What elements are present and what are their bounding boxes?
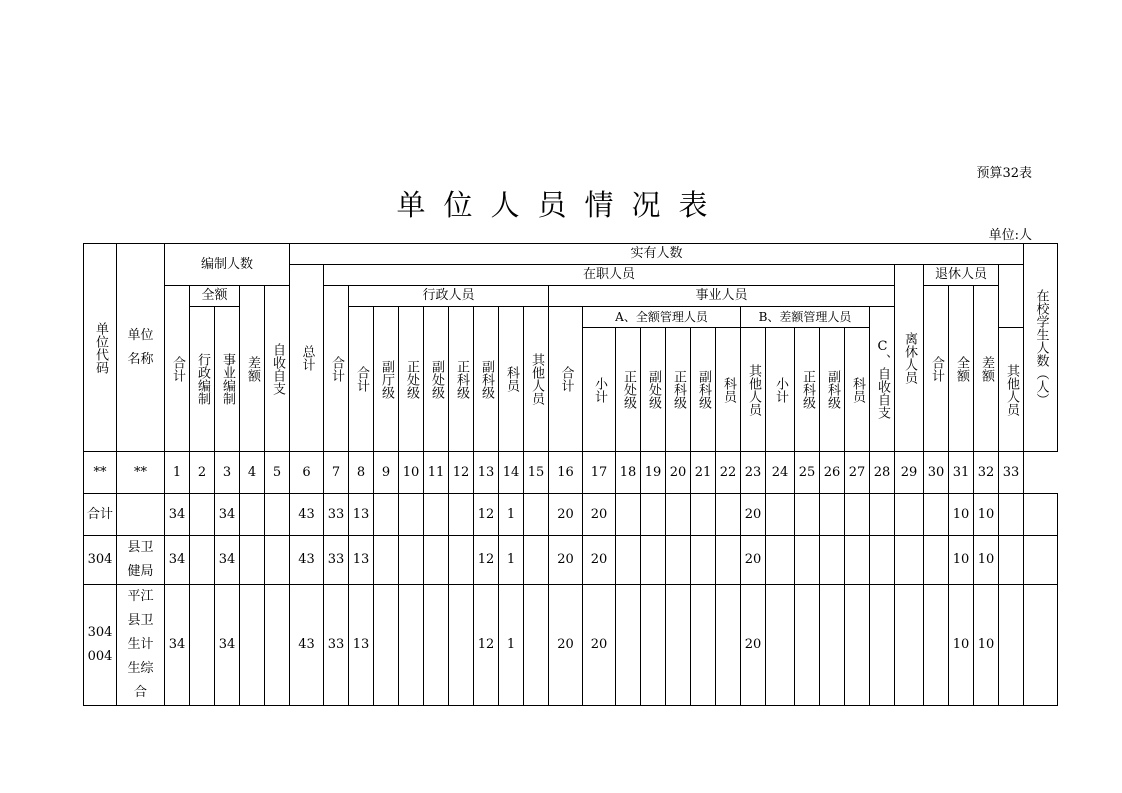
cell-col-12: 12 [449, 452, 474, 494]
header-clerk: 科员 [499, 307, 524, 452]
cell-col-19 [641, 536, 666, 585]
cell-col-7: 33 [324, 494, 349, 536]
cell-col-18 [616, 536, 641, 585]
cell-col-3: 3 [215, 452, 240, 494]
header-sec-deputy: 副科级 [474, 307, 499, 452]
header-b-sec-deputy: 副科级 [820, 328, 845, 452]
cell-unit-code: 合计 [84, 494, 117, 536]
cell-col-13: 12 [474, 585, 499, 706]
cell-col-7: 7 [324, 452, 349, 494]
cell-col-17: 20 [583, 536, 616, 585]
cell-col-17: 20 [583, 585, 616, 706]
cell-col-24 [766, 494, 795, 536]
cell-col-14: 1 [499, 494, 524, 536]
cell-col-30: 30 [924, 452, 949, 494]
cell-col-33 [999, 494, 1024, 536]
cell-col-26 [820, 536, 845, 585]
table-row [84, 536, 1058, 585]
cell-col-2: 2 [190, 452, 215, 494]
header-on-duty: 在职人员 [324, 265, 895, 286]
cell-col-32: 10 [974, 585, 999, 706]
header-b-clerk: 科员 [845, 328, 870, 452]
cell-col-11: 11 [424, 452, 449, 494]
cell-col-5 [265, 494, 290, 536]
cell-col-27 [845, 585, 870, 706]
header-a-sec-chief: 正科级 [666, 328, 691, 452]
cell-col-23: 23 [741, 452, 766, 494]
cell-col-15 [524, 585, 549, 706]
cell-col-26 [820, 494, 845, 536]
cell-col-5: 5 [265, 452, 290, 494]
cell-col-7: 33 [324, 585, 349, 706]
cell-col-22 [716, 536, 741, 585]
header-b-sec-chief: 正科级 [795, 328, 820, 452]
header-students: 在校学生人数（人） [1024, 244, 1058, 452]
cell-col-13: 12 [474, 536, 499, 585]
cell-col-28 [870, 585, 895, 706]
cell-col-2 [190, 585, 215, 706]
cell-col-5 [265, 585, 290, 706]
cell-col-21 [691, 585, 716, 706]
cell-col-18: 18 [616, 452, 641, 494]
cell-col-8: 13 [349, 494, 374, 536]
cell-col-27 [845, 536, 870, 585]
cell-col-24 [766, 536, 795, 585]
cell-col-25 [795, 494, 820, 536]
cell-col-32: 10 [974, 536, 999, 585]
cell-col-19: 19 [641, 452, 666, 494]
unit-label: 单位:人 [988, 228, 1032, 243]
cell-col-20 [666, 536, 691, 585]
cell-unit-code: ** [84, 452, 117, 494]
header-c-self: C、自收自支 [870, 307, 895, 452]
cell-col-8: 8 [349, 452, 374, 494]
cell-col-31: 31 [949, 452, 974, 494]
header-grand-total: 总计 [290, 265, 324, 452]
cell-col-9 [374, 585, 399, 706]
cell-col-26: 26 [820, 452, 845, 494]
cell-unit-name: ** [117, 452, 165, 494]
cell-col-6: 43 [290, 536, 324, 585]
header-diff-amount: 差额 [240, 286, 265, 452]
cell-col-29: 29 [895, 452, 924, 494]
cell-col-7: 33 [324, 536, 349, 585]
cell-col-15 [524, 494, 549, 536]
cell-col-6: 6 [290, 452, 324, 494]
header-retired-full: 全额 [949, 286, 974, 452]
cell-col-1: 1 [165, 452, 190, 494]
cell-col-2 [190, 536, 215, 585]
cell-col-29 [895, 536, 924, 585]
header-actual: 实有人数 [290, 244, 1024, 265]
cell-col-14: 1 [499, 536, 524, 585]
header-a-subtotal: 小计 [583, 328, 616, 452]
cell-col-11 [424, 585, 449, 706]
cell-col-23: 20 [741, 585, 766, 706]
cell-col-27 [845, 494, 870, 536]
cell-col-16: 16 [549, 452, 583, 494]
cell-col-6: 43 [290, 585, 324, 706]
cell-col-4 [240, 585, 265, 706]
cell-unit-name [117, 494, 165, 536]
page-title: 单位人员情况表 [396, 188, 726, 222]
cell-col-15 [524, 536, 549, 585]
cell-col-34 [1024, 585, 1058, 706]
header-a-sec-deputy: 副科级 [691, 328, 716, 452]
cell-col-11 [424, 494, 449, 536]
header-b-others: 其他人员 [999, 328, 1024, 452]
header-others: 其他人员 [524, 307, 549, 452]
cell-col-34 [1024, 494, 1058, 536]
index-row [84, 452, 1058, 494]
cell-col-9: 9 [374, 452, 399, 494]
cell-col-21 [691, 494, 716, 536]
header-a-others: 其他人员 [741, 328, 766, 452]
header-sec-chief: 正科级 [449, 307, 474, 452]
cell-col-29 [895, 494, 924, 536]
personnel-table [83, 243, 1058, 706]
cell-col-31: 10 [949, 585, 974, 706]
cell-col-5 [265, 536, 290, 585]
header-on-duty-total: 合计 [324, 286, 349, 452]
header-a-clerk: 科员 [716, 328, 741, 452]
cell-col-4: 4 [240, 452, 265, 494]
cell-col-6: 43 [290, 494, 324, 536]
cell-col-1: 34 [165, 536, 190, 585]
cell-col-25 [795, 536, 820, 585]
cell-col-8: 13 [349, 536, 374, 585]
cell-col-12 [449, 536, 474, 585]
cell-col-4 [240, 536, 265, 585]
table-row [84, 494, 1058, 536]
cell-col-19 [641, 585, 666, 706]
cell-col-30 [924, 585, 949, 706]
cell-col-10 [399, 494, 424, 536]
cell-col-28: 28 [870, 452, 895, 494]
header-retired-diff: 差额 [974, 286, 999, 452]
cell-col-18 [616, 494, 641, 536]
cell-col-31: 10 [949, 494, 974, 536]
header-self-pay: 自收自支 [265, 286, 290, 452]
header-inst-staff: 事业人员 [549, 286, 895, 307]
cell-col-21: 21 [691, 452, 716, 494]
cell-col-24 [766, 585, 795, 706]
cell-unit-code: 304004 [84, 585, 117, 706]
cell-col-12 [449, 494, 474, 536]
cell-col-28 [870, 536, 895, 585]
cell-col-10: 10 [399, 452, 424, 494]
cell-col-20 [666, 585, 691, 706]
cell-unit-code: 304 [84, 536, 117, 585]
cell-col-1: 34 [165, 585, 190, 706]
cell-col-33 [999, 585, 1024, 706]
cell-col-24: 24 [766, 452, 795, 494]
cell-col-25 [795, 585, 820, 706]
cell-col-9 [374, 494, 399, 536]
cell-col-3: 34 [215, 585, 240, 706]
header-dept-deputy: 副厅级 [374, 307, 399, 452]
cell-col-16: 20 [549, 536, 583, 585]
cell-col-22 [716, 585, 741, 706]
cell-col-28 [870, 494, 895, 536]
cell-col-33 [999, 536, 1024, 585]
cell-col-19 [641, 494, 666, 536]
header-retired-total: 合计 [924, 286, 949, 452]
cell-col-20: 20 [666, 452, 691, 494]
cell-col-25: 25 [795, 452, 820, 494]
cell-col-17: 20 [583, 494, 616, 536]
cell-col-16: 20 [549, 494, 583, 536]
cell-col-31: 10 [949, 536, 974, 585]
cell-col-9 [374, 536, 399, 585]
cell-col-10 [399, 585, 424, 706]
form-code: 预算32表 [976, 166, 1032, 181]
cell-col-26 [820, 585, 845, 706]
header-div-deputy: 副处级 [424, 307, 449, 452]
cell-col-4 [240, 494, 265, 536]
cell-col-1: 34 [165, 494, 190, 536]
header-unit-code: 单位代码 [84, 244, 117, 452]
cell-col-32: 32 [974, 452, 999, 494]
cell-col-34 [1024, 536, 1058, 585]
header-retired: 退休人员 [924, 265, 999, 286]
header-b-diff: B、差额管理人员 [741, 307, 870, 328]
header-a-div-deputy: 副处级 [641, 328, 666, 452]
cell-col-3: 34 [215, 494, 240, 536]
cell-col-13: 13 [474, 452, 499, 494]
header-admin-total: 合计 [349, 307, 374, 452]
header-admin-auth: 行政编制 [190, 307, 215, 452]
header-inst-auth: 事业编制 [215, 307, 240, 452]
cell-col-10 [399, 536, 424, 585]
cell-col-17: 17 [583, 452, 616, 494]
cell-col-14: 1 [499, 585, 524, 706]
cell-col-22: 22 [716, 452, 741, 494]
header-a-full: A、全额管理人员 [583, 307, 741, 328]
header-unit-name: 单位名称 [117, 244, 165, 452]
cell-col-3: 34 [215, 536, 240, 585]
header-div-chief: 正处级 [399, 307, 424, 452]
cell-col-30 [924, 536, 949, 585]
header-retired-leave: 离休人员 [895, 265, 924, 452]
cell-col-33: 33 [999, 452, 1024, 494]
cell-col-21 [691, 536, 716, 585]
header-a-div-chief: 正处级 [616, 328, 641, 452]
header-full-amount: 全额 [190, 286, 240, 307]
header-b-subtotal: 小计 [766, 328, 795, 452]
cell-unit-name: 平江县卫生计生综合 [117, 585, 165, 706]
header-authorized: 编制人数 [165, 244, 290, 286]
cell-col-8: 13 [349, 585, 374, 706]
cell-col-32: 10 [974, 494, 999, 536]
cell-col-16: 20 [549, 585, 583, 706]
cell-col-14: 14 [499, 452, 524, 494]
cell-col-2 [190, 494, 215, 536]
header-inst-total: 合计 [549, 307, 583, 452]
cell-col-11 [424, 536, 449, 585]
cell-col-20 [666, 494, 691, 536]
cell-col-15: 15 [524, 452, 549, 494]
cell-col-18 [616, 585, 641, 706]
table-row [84, 585, 1058, 706]
cell-unit-name: 县卫健局 [117, 536, 165, 585]
cell-col-13: 12 [474, 494, 499, 536]
cell-col-27: 27 [845, 452, 870, 494]
cell-col-29 [895, 585, 924, 706]
header-admin-staff: 行政人员 [349, 286, 549, 307]
cell-col-23: 20 [741, 536, 766, 585]
cell-col-12 [449, 585, 474, 706]
header-auth-total: 合计 [165, 286, 190, 452]
cell-col-22 [716, 494, 741, 536]
cell-col-23: 20 [741, 494, 766, 536]
cell-col-30 [924, 494, 949, 536]
